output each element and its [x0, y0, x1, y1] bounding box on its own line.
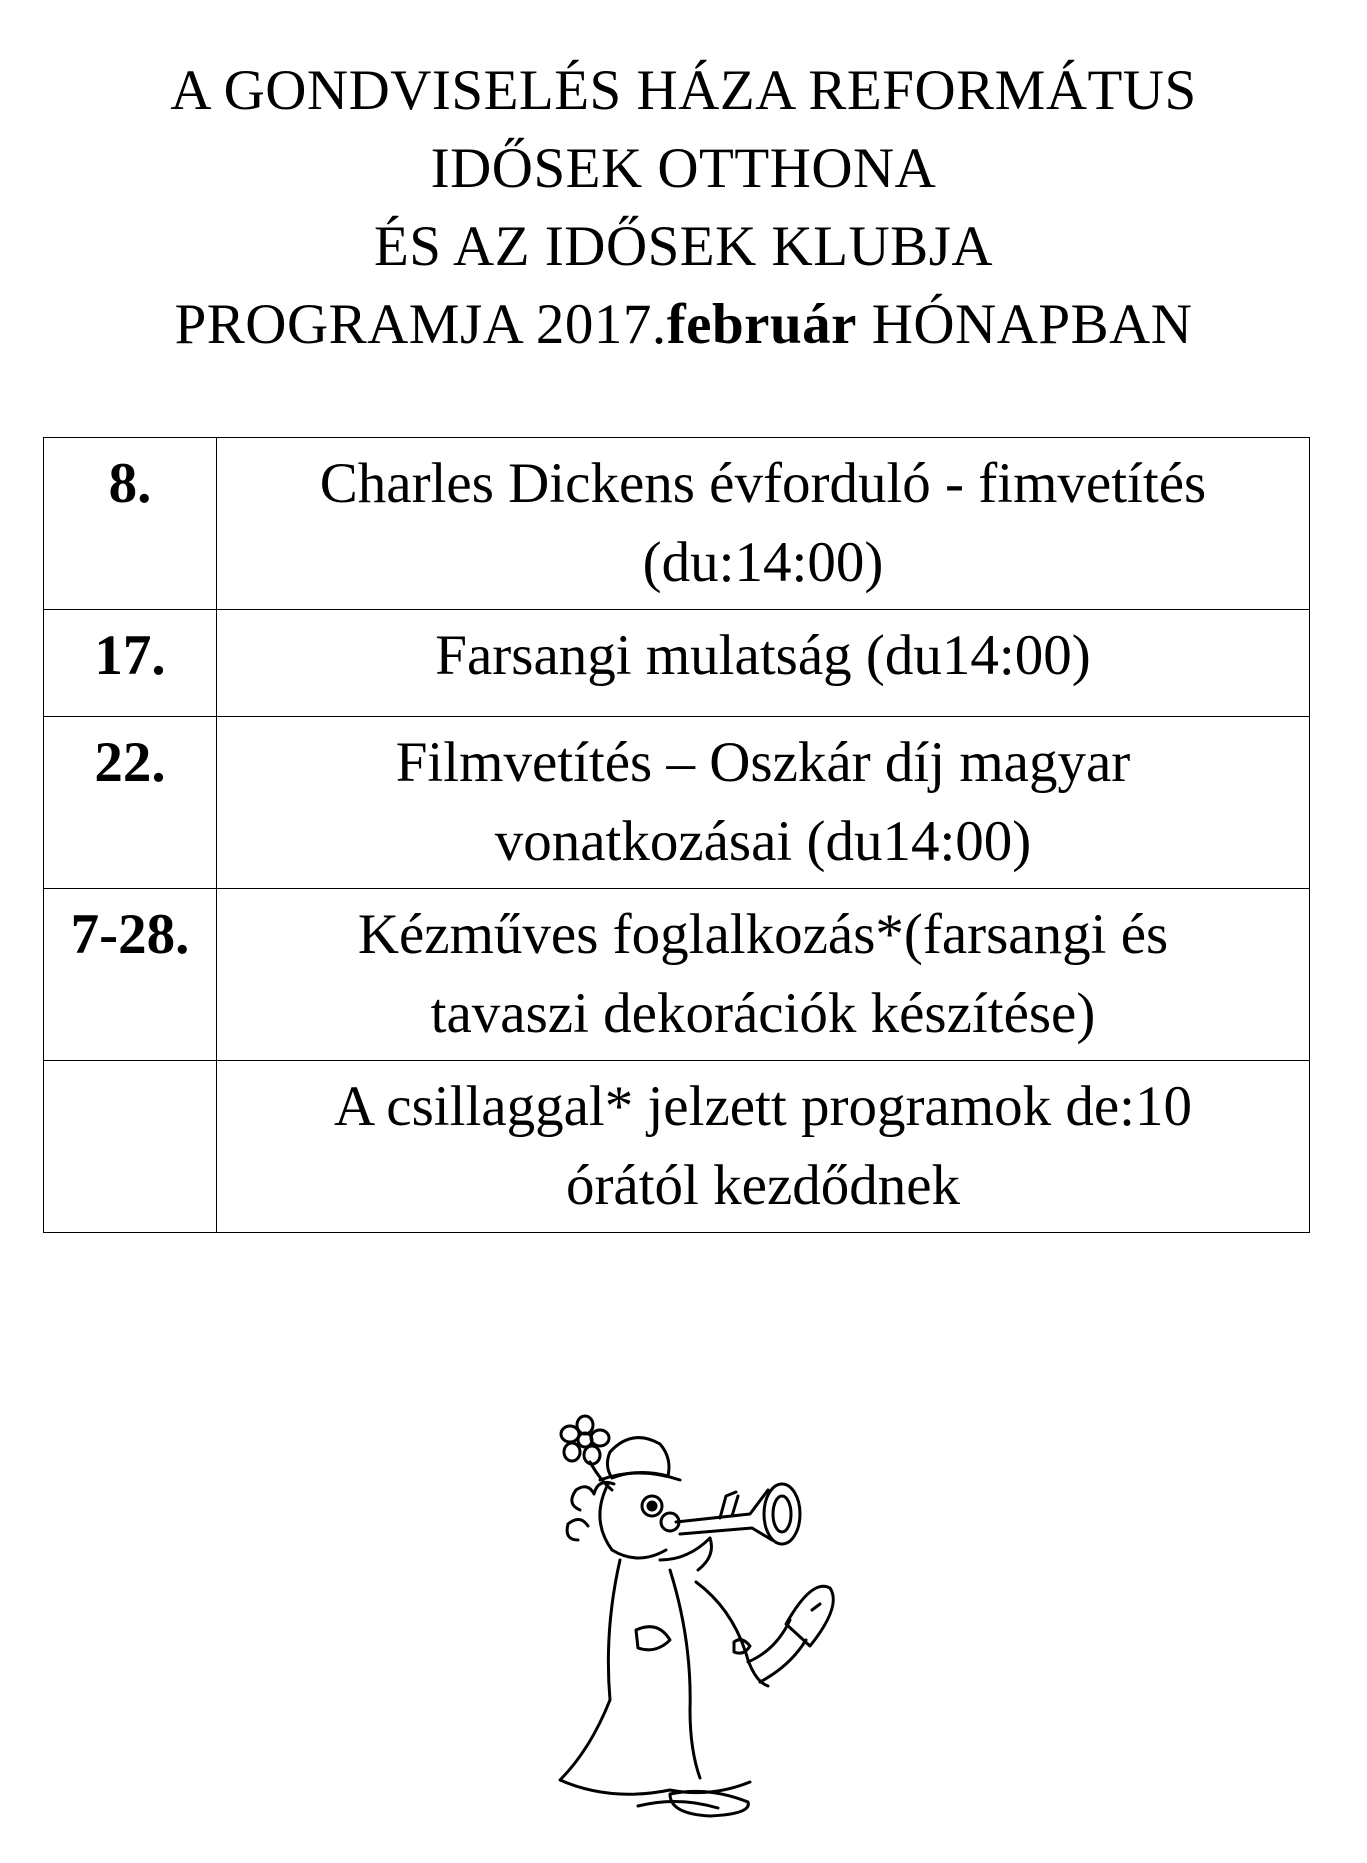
program-description-line: A csillaggal* jelzett programok de:10	[334, 1075, 1192, 1138]
program-day: 22.	[44, 717, 217, 889]
title-year: PROGRAMJA 2017.	[174, 293, 667, 356]
program-day	[44, 1061, 217, 1233]
program-day: 17.	[44, 610, 217, 717]
program-description	[217, 438, 1310, 610]
program-description-line: tavaszi dekorációk készítése)	[430, 982, 1096, 1045]
program-description-line: Filmvetítés – Oszkár díj magyar	[395, 731, 1131, 794]
title-line-2: IDŐSEK OTTHONA	[430, 137, 937, 200]
program-description-line: órától kezdődnek	[565, 1154, 961, 1217]
program-description-line: vonatkozásai (du14:00)	[494, 810, 1032, 873]
title-suffix: HÓNAPBAN	[856, 293, 1193, 356]
program-description-line: Kézműves foglalkozás*(farsangi és	[357, 903, 1169, 966]
program-description-line: Farsangi mulatság (du14:00)	[435, 624, 1091, 687]
title-line-1: A GONDVISELÉS HÁZA REFORMÁTUS	[170, 59, 1197, 122]
title-line-4	[0, 286, 1367, 364]
table-row	[44, 889, 1310, 1061]
table-row	[44, 438, 1310, 610]
title-month: február	[666, 293, 857, 356]
program-description	[217, 610, 1310, 717]
program-description-line: (du:14:00)	[642, 531, 884, 594]
program-description	[217, 1061, 1310, 1233]
table-row	[44, 610, 1310, 717]
program-day: 7-28.	[44, 889, 217, 1061]
program-day: 8.	[44, 438, 217, 610]
title-line-3: ÉS AZ IDŐSEK KLUBJA	[373, 215, 994, 278]
table-row	[44, 717, 1310, 889]
table-row	[44, 1061, 1310, 1233]
program-description	[217, 717, 1310, 889]
clown-trumpet-icon	[520, 1410, 860, 1830]
program-description	[217, 889, 1310, 1061]
page-title	[0, 52, 1367, 364]
program-description-line: Charles Dickens évforduló - fimvetítés	[319, 452, 1207, 515]
program-table	[43, 437, 1310, 1233]
